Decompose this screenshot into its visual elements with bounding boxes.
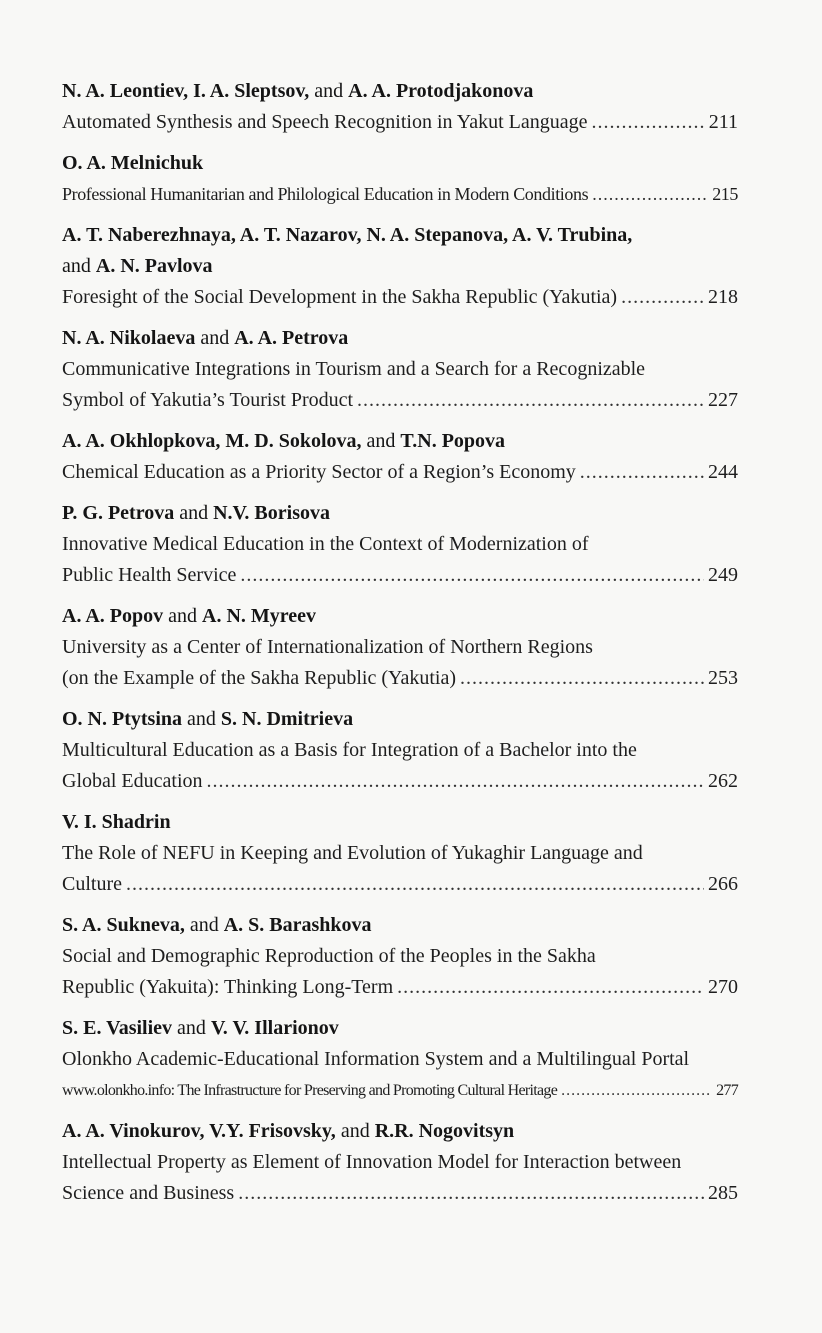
toc-entry — [62, 76, 738, 138]
toc-entry — [62, 148, 738, 210]
entry-title: Intellectual Property as Element of Innovation Model for Interaction between — [62, 1151, 682, 1173]
author-connector: and — [335, 1120, 375, 1142]
toc-entry — [62, 910, 738, 1003]
entry-title-line — [62, 1147, 738, 1178]
table-of-contents — [62, 76, 738, 1219]
page-number: 262 — [708, 770, 738, 792]
author-connector: and — [195, 327, 235, 349]
entry-title-line — [62, 385, 738, 416]
entry-title: (on the Example of the Sakha Republic (Yakutia) — [62, 667, 456, 689]
toc-entry — [62, 498, 738, 591]
entry-title-line — [62, 179, 738, 210]
dot-leader — [561, 1075, 712, 1106]
entry-authors — [62, 323, 738, 354]
author-connector: and — [62, 255, 96, 277]
entry-authors — [62, 426, 738, 457]
dot-leader — [357, 385, 704, 416]
entry-title: Chemical Education as a Priority Sector of a Region’s Economy — [62, 461, 576, 483]
entry-title-line — [62, 941, 738, 972]
author-name: S. E. Vasiliev — [62, 1017, 173, 1039]
author-connector: and — [174, 502, 214, 524]
entry-title-line — [62, 560, 738, 591]
entry-authors — [62, 704, 738, 735]
page-number: 277 — [716, 1082, 738, 1099]
toc-entry — [62, 323, 738, 416]
author-name: T.N. Popova — [400, 430, 506, 452]
author-name: N. A. Leontiev, I. A. Sleptsov, — [62, 80, 310, 102]
toc-entry — [62, 220, 738, 313]
dot-leader — [238, 1178, 704, 1209]
entry-title: Foresight of the Social Development in the Sakha Republic (Yakutia) — [62, 286, 618, 308]
author-connector: and — [182, 708, 221, 730]
page-number: 244 — [708, 461, 738, 483]
author-name: O. N. Ptytsina — [62, 708, 182, 730]
dot-leader — [207, 766, 704, 797]
entry-title: Social and Demographic Reproduction of the Peoples in the Sakha — [62, 945, 596, 967]
entry-title: Olonkho Academic-Educational Information System and a Multilingual Portal — [62, 1048, 690, 1070]
toc-entry — [62, 1116, 738, 1209]
dot-leader — [592, 179, 708, 210]
author-connector: and — [361, 430, 401, 452]
dot-leader — [460, 663, 704, 694]
entry-authors — [62, 220, 738, 282]
entry-title: Multicultural Education as a Basis for Integration of a Bachelor into the — [62, 739, 637, 761]
page-number: 253 — [708, 667, 738, 689]
dot-leader — [240, 560, 704, 591]
entry-title-line — [62, 869, 738, 900]
entry-authors — [62, 807, 738, 838]
entry-title-line — [62, 1075, 738, 1106]
entry-title-line — [62, 457, 738, 488]
author-connector: and — [163, 605, 203, 627]
entry-title: Communicative Integrations in Tourism and a Search for a Recognizable — [62, 358, 646, 380]
toc-entry — [62, 807, 738, 900]
page-number: 285 — [708, 1182, 738, 1204]
dot-leader — [621, 282, 704, 313]
page-number: 227 — [708, 389, 738, 411]
entry-title: Science and Business — [62, 1182, 235, 1204]
entry-title-line — [62, 632, 738, 663]
author-name: V. V. Illarionov — [210, 1017, 339, 1039]
author-name: O. A. Melnichuk — [62, 152, 204, 174]
author-name: N.V. Borisova — [213, 502, 330, 524]
entry-authors — [62, 910, 738, 941]
author-name: A. N. Pavlova — [95, 255, 213, 277]
author-name: A. A. Okhlopkova, M. D. Sokolova, — [62, 430, 362, 452]
page-number: 266 — [708, 873, 738, 895]
entry-authors — [62, 498, 738, 529]
entry-authors — [62, 601, 738, 632]
author-name: A. A. Petrova — [234, 327, 349, 349]
dot-leader — [126, 869, 704, 900]
author-name: A. T. Naberezhnaya, A. T. Nazarov, N. A. Stepanova, A. V. Trubina, — [62, 224, 633, 246]
dot-leader — [580, 457, 704, 488]
entry-title: Automated Synthesis and Speech Recognition in Yakut Language — [62, 111, 588, 133]
page-number: 270 — [708, 976, 738, 998]
entry-title: Global Education — [62, 770, 203, 792]
entry-title: Public Health Service — [62, 564, 237, 586]
author-name: A. A. Vinokurov, V.Y. Frisovsky, — [62, 1120, 336, 1142]
toc-entry — [62, 1013, 738, 1106]
author-name: A. S. Barashkova — [223, 914, 372, 936]
toc-entry — [62, 601, 738, 694]
entry-title: Culture — [62, 873, 122, 895]
author-name: P. G. Petrova — [62, 502, 175, 524]
page-number: 211 — [708, 111, 738, 133]
entry-title-line — [62, 529, 738, 560]
entry-title-line — [62, 735, 738, 766]
entry-title-line — [62, 972, 738, 1003]
entry-title-line — [62, 838, 738, 869]
author-name: A. A. Protodjakonova — [348, 80, 534, 102]
author-connector: and — [184, 914, 224, 936]
entry-title-line — [62, 1044, 738, 1075]
toc-entry — [62, 426, 738, 488]
author-connector: and — [172, 1017, 211, 1039]
entry-title-line — [62, 282, 738, 313]
entry-title-line — [62, 107, 738, 138]
author-name: N. A. Nikolaeva — [62, 327, 196, 349]
entry-title: Professional Humanitarian and Philological Education in Modern Conditions — [62, 184, 589, 204]
entry-title: Symbol of Yakutia’s Tourist Product — [62, 389, 354, 411]
author-name: R.R. Nogovitsyn — [374, 1120, 515, 1142]
author-name: S. N. Dmitrieva — [220, 708, 354, 730]
entry-title: Republic (Yakuita): Thinking Long-Term — [62, 976, 394, 998]
dot-leader — [591, 107, 704, 138]
author-name: S. A. Sukneva, — [62, 914, 185, 936]
entry-authors — [62, 1013, 738, 1044]
entry-title: Innovative Medical Education in the Context of Modernization of — [62, 533, 589, 555]
entry-title-line — [62, 1178, 738, 1209]
entry-title: www.olonkho.info: The Infrastructure for Preserving and Promoting Cultural Heritage — [62, 1082, 558, 1099]
entry-authors — [62, 76, 738, 107]
entry-authors — [62, 148, 738, 179]
entry-title: University as a Center of Internationalization of Northern Regions — [62, 636, 593, 658]
entry-title-line — [62, 766, 738, 797]
page-number: 218 — [708, 286, 738, 308]
dot-leader — [397, 972, 704, 1003]
entry-title: The Role of NEFU in Keeping and Evolution of Yukaghir Language and — [62, 842, 643, 864]
entry-title-line — [62, 663, 738, 694]
page-number: 215 — [712, 184, 738, 204]
page-number: 249 — [708, 564, 738, 586]
author-connector: and — [309, 80, 349, 102]
author-name: V. I. Shadrin — [62, 811, 171, 833]
toc-entry — [62, 704, 738, 797]
author-name: A. A. Popov — [62, 605, 164, 627]
author-name: A. N. Myreev — [202, 605, 317, 627]
entry-authors — [62, 1116, 738, 1147]
entry-title-line — [62, 354, 738, 385]
